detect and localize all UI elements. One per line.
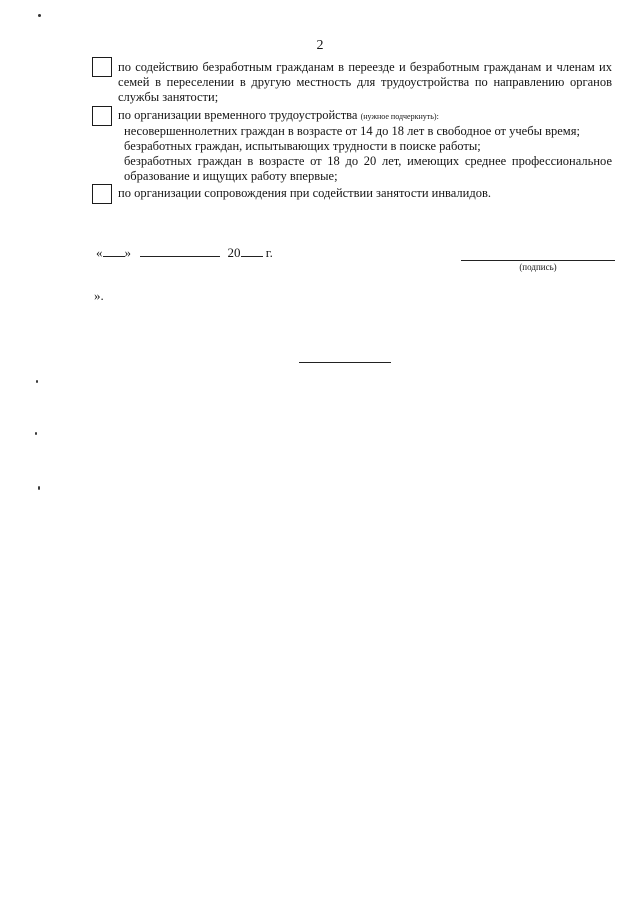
year-field[interactable]: [241, 244, 263, 257]
date-open-quote: «: [96, 245, 103, 260]
temporary-employment-graduates-line-1: безработных граждан в возрасте от 18 до 20 лет, имеющих среднее профессиональное: [124, 154, 612, 168]
checkbox-relocation[interactable]: [92, 57, 112, 77]
checkbox-disabled-support[interactable]: [92, 184, 112, 204]
closing-quote: ».: [94, 288, 104, 303]
checkbox-temporary-employment[interactable]: [92, 106, 112, 126]
option-relocation-line-2: семей в переселении в другую местность для трудоустройства по направлению органов: [118, 75, 612, 89]
temporary-employment-graduates-line-2: образование и ищущих работу впервые;: [124, 169, 338, 183]
temporary-employment-hardship: безработных граждан, испытывающих трудности в поиске работы;: [124, 139, 481, 153]
date-close-quote: »: [124, 245, 131, 260]
year-suffix: г.: [265, 245, 273, 260]
scan-speck: [36, 380, 38, 383]
temporary-employment-minors: несовершеннолетних граждан в возрасте от 14 до 18 лет в свободное от учебы время;: [124, 124, 580, 138]
separator-line: [299, 362, 391, 363]
year-prefix: 20: [227, 245, 241, 260]
option-disabled-support: по организации сопровождения при содействии занятости инвалидов.: [118, 186, 491, 200]
option-temporary-employment-title: [118, 108, 439, 125]
month-field[interactable]: [140, 244, 220, 257]
signature-line[interactable]: [461, 260, 615, 261]
option-temporary-employment-label: по организации временного трудоустройства: [118, 108, 358, 122]
day-field[interactable]: [103, 244, 125, 257]
option-relocation-line-3: службы занятости;: [118, 90, 219, 104]
signature-label: (подпись): [519, 262, 557, 272]
page-number: 2: [316, 38, 324, 53]
option-relocation-line-1: по содействию безработным гражданам в переезде и безработным гражданам и членам их: [118, 60, 612, 74]
scan-speck: [38, 14, 41, 17]
scan-speck: [35, 432, 37, 435]
date-line: [96, 244, 273, 261]
scan-speck: [38, 486, 40, 490]
underline-note: (нужное подчеркнуть):: [360, 112, 439, 121]
